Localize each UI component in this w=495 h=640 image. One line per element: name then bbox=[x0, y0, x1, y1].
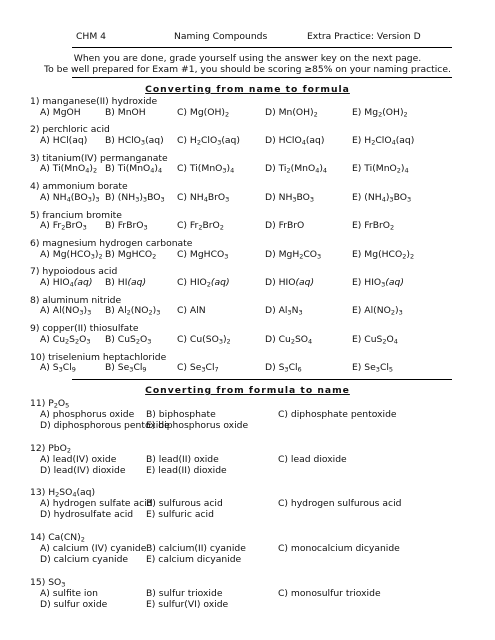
answer-options bbox=[40, 409, 490, 420]
answer-option: E) $Mg_2(OH)_2$ bbox=[352, 106, 408, 118]
answer-options bbox=[40, 305, 490, 316]
answer-option: D) hydrosulfate acid bbox=[40, 509, 134, 521]
answer-option: C) AlN bbox=[177, 305, 206, 317]
answer-option: D) $NH_3BO_3$ bbox=[265, 191, 315, 204]
answer-option: B) calcium(II) cyanide bbox=[146, 543, 246, 555]
answer-option: B) $(NH_3)_3BO_3$ bbox=[105, 191, 165, 204]
answer-option: D) lead(IV) dioxide bbox=[40, 464, 126, 476]
answer-options bbox=[40, 334, 490, 345]
instruction-divider bbox=[72, 77, 452, 78]
question-prompt: 4) ammonium borate bbox=[30, 181, 128, 193]
answer-options bbox=[40, 362, 490, 373]
answer-options bbox=[40, 220, 490, 231]
version-label: Extra Practice: Version D bbox=[307, 31, 421, 42]
answer-option: B) MgHCO$_2$ bbox=[105, 248, 157, 260]
question-prompt: 12) PbO$_2$ bbox=[30, 442, 71, 455]
answer-option: C) MgHCO$_3$ bbox=[177, 248, 229, 260]
instruction-line-1: When you are done, grade yourself using the answer key on the next page. bbox=[73, 53, 422, 64]
answer-option: C) $H_2ClO_3(aq)$ bbox=[177, 134, 240, 147]
answer-option: B) FrBrO$_3$ bbox=[105, 220, 148, 232]
answer-option: A) HCl(aq) bbox=[40, 134, 88, 146]
answer-option: B) sulfurous acid bbox=[146, 498, 223, 510]
answer-options bbox=[40, 454, 490, 465]
answer-option: B) $Ti(MnO_4)_4$ bbox=[105, 163, 163, 175]
answer-option: A) $Al(NO_3)_3$ bbox=[40, 305, 92, 317]
answer-option: E) FrBrO$_2$ bbox=[352, 220, 395, 232]
answer-option: B) HI(aq) bbox=[105, 276, 147, 288]
answer-option: C) lead dioxide bbox=[278, 453, 347, 465]
answer-options bbox=[40, 192, 490, 203]
answer-option: B) $CuS_2O_3$ bbox=[105, 333, 152, 346]
answer-options bbox=[40, 420, 490, 431]
answer-options bbox=[40, 588, 490, 599]
answer-option: D) diphosphorous pentoxide bbox=[40, 420, 170, 431]
answer-option: C) monosulfur trioxide bbox=[278, 587, 381, 599]
answer-options bbox=[40, 498, 490, 509]
answer-option: D) $Mn(OH)_2$ bbox=[265, 106, 318, 118]
question-prompt: 11) $P_2O_5$ bbox=[30, 398, 70, 410]
answer-option: A) $NH_4(BO_3)_3$ bbox=[40, 191, 100, 204]
question-prompt: 9) copper(II) thiosulfate bbox=[30, 323, 139, 335]
answer-option: E) $Ti(MnO_2)_4$ bbox=[352, 163, 409, 175]
answer-option: A) phosphorus oxide bbox=[40, 409, 135, 420]
answer-option: B) lead(II) oxide bbox=[146, 453, 219, 465]
answer-option: C) hydrogen sulfurous acid bbox=[278, 498, 402, 510]
header-divider bbox=[72, 47, 452, 48]
answer-option: C) diphosphate pentoxide bbox=[278, 409, 397, 420]
answer-option: A) $Cu_2S_2O_3$ bbox=[40, 333, 91, 346]
section-heading-name-to-formula: Converting from name to formula bbox=[145, 84, 350, 95]
answer-options bbox=[40, 554, 490, 565]
question-prompt: 2) perchloric acid bbox=[30, 124, 110, 136]
answer-option: E) $(NH_4)_3BO_3$ bbox=[352, 191, 412, 204]
question-prompt: 1) manganese(II) hydroxide bbox=[30, 96, 158, 107]
instruction-line-2: To be well prepared for Exam #1, you should be scoring ≥85% on your naming practice. bbox=[44, 64, 451, 75]
answer-option: A) $HIO_4(aq)$ bbox=[40, 276, 93, 289]
answer-options bbox=[40, 277, 490, 288]
answer-options bbox=[40, 249, 490, 260]
answer-option: D) $Ti_2(MnO_4)_4$ bbox=[265, 163, 328, 175]
answer-option: B) HClO$_3$(aq) bbox=[105, 134, 164, 147]
answer-options bbox=[40, 163, 490, 174]
answer-option: A) $Fr_2BrO_3$ bbox=[40, 220, 87, 232]
answer-option: B) MnOH bbox=[105, 106, 146, 118]
page-header bbox=[0, 31, 495, 43]
question-prompt: 7) hypoiodous acid bbox=[30, 266, 118, 278]
answer-option: B) sulfur trioxide bbox=[146, 587, 223, 599]
answer-option: D) HIO(aq) bbox=[265, 276, 315, 288]
answer-option: A) $Mg(HCO_3)_2$ bbox=[40, 248, 103, 260]
question-prompt: 5) francium bromite bbox=[30, 209, 122, 221]
answer-option: A) $S_3Cl_9$ bbox=[40, 362, 76, 374]
answer-option: E) $CuS_2O_4$ bbox=[352, 333, 398, 346]
question-prompt: 15) $SO_3$ bbox=[30, 576, 66, 589]
answer-option: E) biphosphorus oxide bbox=[146, 420, 249, 431]
answer-option: C) $HIO_2(aq)$ bbox=[177, 276, 230, 289]
answer-option: D) $MgH_2CO_3$ bbox=[265, 248, 322, 260]
answer-option: D) $Al_3N_3$ bbox=[265, 305, 303, 317]
answer-options bbox=[40, 509, 490, 520]
answer-option: E) sulfur(VI) oxide bbox=[146, 598, 229, 610]
answer-option: C) $Cu(SO_3)_2$ bbox=[177, 333, 231, 346]
answer-option: A) calcium (IV) cyanide bbox=[40, 543, 147, 555]
answer-option: D) HClO$_4$(aq) bbox=[265, 134, 325, 147]
answer-option: A) sulfite ion bbox=[40, 587, 98, 599]
answer-option: E) $Mg(HCO_2)_2$ bbox=[352, 248, 415, 260]
answer-option: D) $S_3Cl_6$ bbox=[265, 362, 302, 374]
answer-option: C) $Ti(MnO_3)_4$ bbox=[177, 163, 235, 175]
course-code: CHM 4 bbox=[76, 31, 107, 42]
answer-option: B) $Se_3Cl_9$ bbox=[105, 362, 147, 374]
question-prompt: 10) triselenium heptachloride bbox=[30, 351, 167, 363]
answer-option: C) $Mg(OH)_2$ bbox=[177, 106, 230, 118]
question-prompt: 8) aluminum nitride bbox=[30, 294, 122, 306]
answer-option: C) monocalcium dicyanide bbox=[278, 543, 400, 555]
answer-option: C) $Se_3Cl_7$ bbox=[177, 362, 219, 374]
answer-options bbox=[40, 135, 490, 146]
answer-option: D) sulfur oxide bbox=[40, 598, 108, 610]
section-divider bbox=[72, 379, 452, 380]
answer-option: E) $HIO_3(aq)$ bbox=[352, 276, 404, 289]
answer-options bbox=[40, 107, 490, 118]
answer-option: A) hydrogen sulfate acid bbox=[40, 498, 153, 510]
answer-option: D) FrBrO bbox=[265, 220, 305, 232]
worksheet-title: Naming Compounds bbox=[174, 31, 268, 42]
answer-options bbox=[40, 543, 490, 554]
answer-option: E) calcium dicyanide bbox=[146, 554, 242, 566]
answer-option: D) $Cu_2SO_4$ bbox=[265, 333, 313, 346]
question-prompt: 3) titanium(IV) permanganate bbox=[30, 152, 168, 164]
answer-options bbox=[40, 465, 490, 476]
question-prompt: 6) magnesium hydrogen carbonate bbox=[30, 238, 193, 249]
question-prompt: 13) $H_2SO_4(aq)$ bbox=[30, 487, 96, 499]
answer-option: C) $Fr_2BrO_2$ bbox=[177, 220, 224, 232]
answer-option: E) $Al(NO_2)_3$ bbox=[352, 305, 403, 317]
answer-option: E) sulfuric acid bbox=[146, 509, 214, 521]
question-prompt: 14) $Ca(CN)_2$ bbox=[30, 532, 85, 544]
answer-options bbox=[40, 599, 490, 610]
answer-option: E) $H_2ClO_4(aq)$ bbox=[352, 134, 415, 147]
answer-option: E) $Se_3Cl_5$ bbox=[352, 362, 394, 374]
answer-option: B) $Al_2(NO_2)_3$ bbox=[105, 305, 161, 317]
answer-option: C) $NH_4BrO_3$ bbox=[177, 191, 230, 204]
answer-option: A) lead(IV) oxide bbox=[40, 453, 117, 465]
answer-option: B) biphosphate bbox=[146, 409, 216, 420]
answer-option: A) MgOH bbox=[40, 106, 81, 118]
answer-option: A) $Ti(MnO_4)_2$ bbox=[40, 163, 98, 175]
answer-option: E) lead(II) dioxide bbox=[146, 464, 227, 476]
section-heading-formula-to-name: Converting from formula to name bbox=[145, 385, 350, 396]
answer-option: D) calcium cyanide bbox=[40, 554, 129, 566]
